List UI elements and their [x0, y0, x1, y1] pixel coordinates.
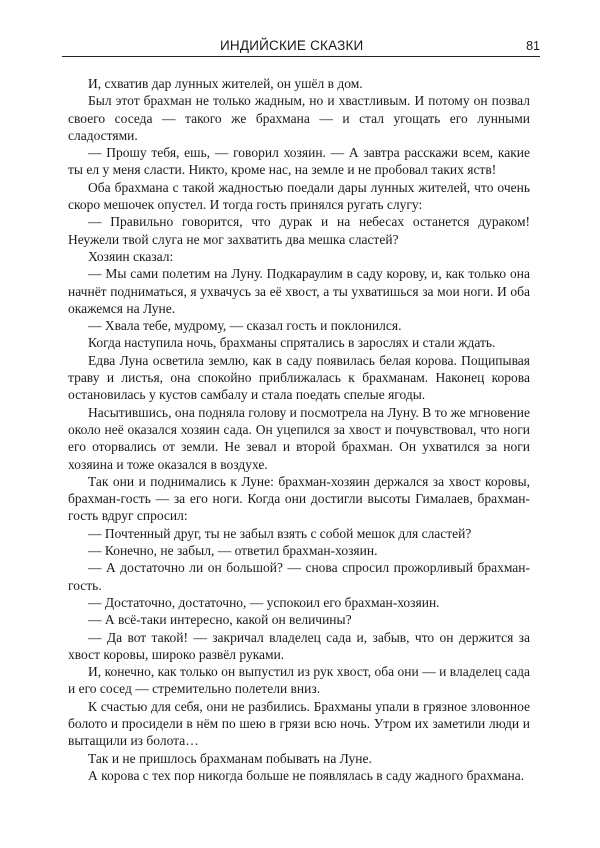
paragraph: — Да вот такой! — закричал владелец сада и, забыв, что он держится за хвост коровы, широко развёл руками. [68, 629, 530, 662]
paragraph: — Правильно говорится, что дурак и на небесах останется дураком! Неужели твой слуга не мог захватить два мешка сластей? [68, 214, 530, 247]
paragraph: — Мы сами полетим на Луну. Подкараулим в саду корову, и, как только она начнёт подниматься, я ухвачусь за её хвост, а ты ухватишься за мои ноги. И оба окажемся на Луне. [68, 266, 530, 316]
paragraph: Оба брахмана с такой жадностью поедали дары лунных жителей, что очень скоро мешочек опустел. И тогда гость принялся ругать слугу: [68, 179, 530, 213]
paragraph: Был этот брахман не только жадным, но и хвастливым. И потому он позвал своего соседа — такого же брахмана — и стал угощать его лунными сладостями. [68, 93, 530, 143]
paragraph: — Достаточно, достаточно, — успокоил его брахман-хозяин. [88, 594, 440, 610]
paragraph: — Прошу тебя, ешь, — говорил хозяин. — А завтра расскажи всем, какие ты ел у меня сласти. Никто, кроме нас, на земле и не пробовал таких яств! [68, 145, 530, 178]
paragraph: И, схватив дар лунных жителей, он ушёл в дом. [88, 76, 363, 91]
page-number: 81 [526, 39, 540, 53]
paragraph: — Конечно, не забыл, — ответил брахман-хозяин. [88, 543, 378, 559]
paragraph: — А достаточно ли он большой? — снова спросил прожорливый брахман-гость. [68, 560, 530, 593]
paragraph: К счастью для себя, они не разбились. Брахманы упали в грязное зловонное болото и просидели в нём по шею в грязи всю ночь. Утром их заметили люди и вытащили из болота… [68, 698, 530, 749]
paragraph: — Почтенный друг, ты не забыл взять с собой мешок для сластей? [88, 525, 472, 541]
header-rule [62, 56, 540, 57]
paragraph: Хозяин сказал: [88, 248, 174, 264]
paragraph: — Хвала тебе, мудрому, — сказал гость и поклонился. [88, 318, 402, 334]
section-title: ИНДИЙСКИЕ СКАЗКИ [220, 38, 364, 53]
paragraph: — А всё-таки интересно, какой он величины? [88, 612, 352, 628]
paragraph: Едва Луна осветила землю, как в саду появилась белая корова. Пощипывая траву и листья, она спокойно приближалась к брахманам. Наконец корова остановилась у кустов самбалу и стала поедать спелые ягоды. [68, 352, 530, 403]
paragraph: Когда наступила ночь, брахманы спрятались в зарослях и стали ждать. [88, 335, 496, 351]
paragraph: И, конечно, как только он выпустил из рук хвост, оба они — и владелец сада и его сосед — стремительно полетели вниз. [68, 664, 530, 697]
running-header [62, 36, 540, 58]
paragraph: А корова с тех пор никогда больше не появлялась в саду жадного брахмана. [88, 767, 525, 783]
paragraph: Так и не пришлось брахманам побывать на Луне. [88, 750, 372, 766]
paragraph: Насытившись, она подняла голову и посмотрела на Луну. В то же мгновение около неё оказался хозяин сада. Он уцепился за хвост и почувствовал, что ноги его оторвались от земли. Не зевал и второй брахман. Он ухватился за ноги хозяина и тоже оказался в воздухе. [68, 404, 530, 472]
story-text [68, 75, 530, 784]
paragraph: Так они и поднимались к Луне: брахман-хозяин держался за хвост коровы, брахман-гость — за его ноги. Когда они достигли высоты Гималаев, брахман-гость вдруг спросил: [68, 473, 530, 524]
